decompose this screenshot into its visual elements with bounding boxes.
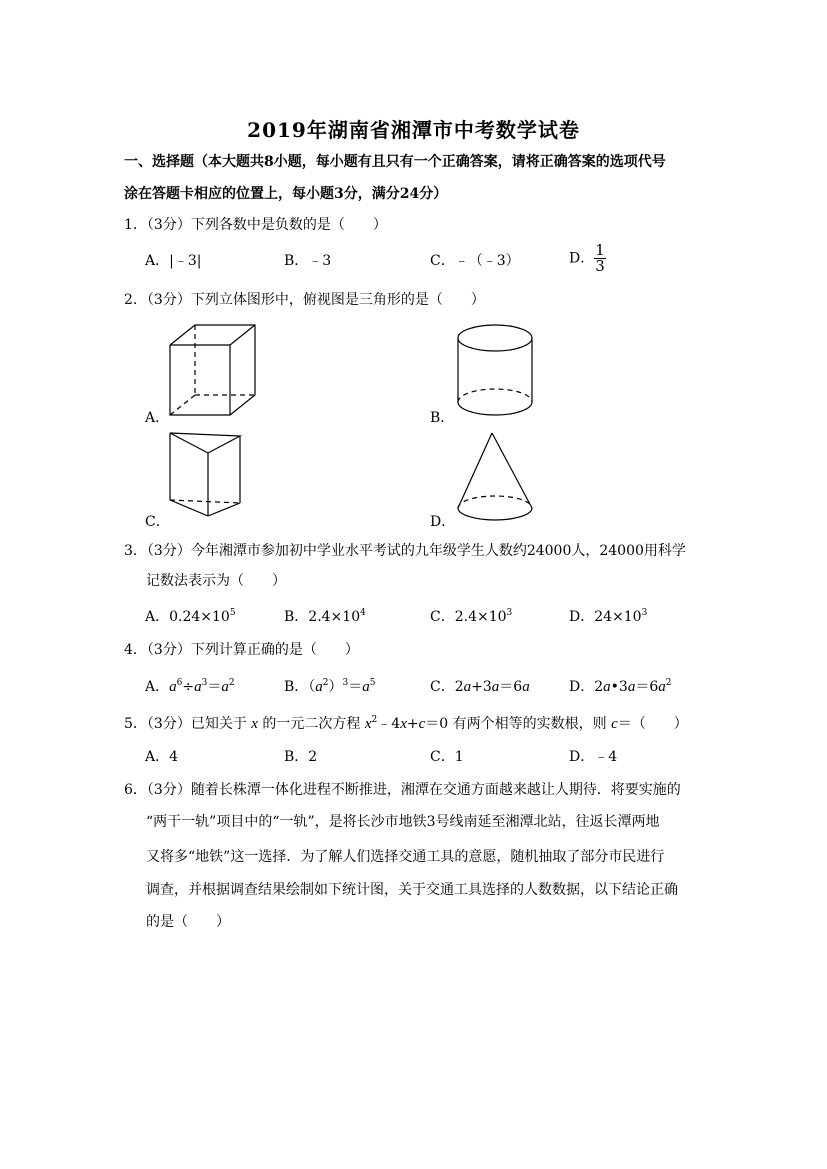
question-3-option-b bbox=[284, 607, 366, 627]
question-2-stem: 2．（3分）下列立体图形中，俯视图是三角形的是（ ） bbox=[124, 292, 485, 308]
question-2-option-a: A． bbox=[145, 410, 170, 426]
question-3-stem-line1: 3．（3分）今年湘潭市参加初中学业水平考试的九年级学生人数约24000人，24000用科学 bbox=[124, 543, 686, 559]
section-heading-line1: 一、选择题（本大题共8小题，每小题有且只有一个正确答案，请将正确答案的选项代号 bbox=[124, 154, 666, 170]
question-1-option-a: A．|﹣3| bbox=[145, 253, 202, 269]
question-5-stem: 5．（3分）已知关于 x 的一元二次方程 $x^2﹣4x+c=0$ 有两个相等的实数根，则 c＝（ ） bbox=[124, 715, 688, 732]
question-4-option-b: B．$(a^2)^3=a^5$ bbox=[284, 678, 376, 695]
cone-icon bbox=[450, 428, 545, 523]
option-a-exponent: 5 bbox=[229, 608, 236, 618]
option-c-label: C． bbox=[430, 679, 455, 695]
stem-part-3: 有两个相等的实数根，则 bbox=[452, 716, 607, 732]
question-4-stem: 4．（3分）下列计算正确的是（ ） bbox=[124, 642, 359, 658]
question-5-option-b: B．2 bbox=[284, 749, 318, 765]
question-5-option-d: D．﹣4 bbox=[569, 749, 618, 765]
triangular-prism-icon bbox=[160, 428, 255, 518]
question-1-option-d bbox=[569, 243, 606, 274]
stem-part-2: 的一元二次方程 bbox=[262, 716, 361, 732]
question-3-option-d bbox=[569, 607, 647, 627]
question-2-option-b: B． bbox=[430, 410, 455, 426]
question-6-line3: 又将多“地铁”这一选择．为了解人们选择交通工具的意愿，随机抽取了部分市民进行 bbox=[146, 849, 665, 865]
question-5-option-c: C．1 bbox=[430, 749, 464, 765]
cylinder-icon bbox=[450, 320, 545, 420]
question-4-option-c: C．2a+3a＝6a bbox=[430, 679, 530, 695]
option-c-exponent: 3 bbox=[506, 608, 513, 618]
question-1-option-c: C．﹣（﹣3） bbox=[430, 253, 520, 269]
question-4-option-d: D．$2a•3a=6a^2$ bbox=[569, 678, 672, 695]
stem-part-4: ＝（ ） bbox=[617, 716, 688, 732]
question-3-stem-line2: 记数法表示为（ ） bbox=[146, 573, 286, 589]
option-d-label: D． bbox=[569, 250, 595, 267]
question-2-option-d: D． bbox=[430, 514, 456, 530]
option-b-exponent: 4 bbox=[360, 608, 366, 618]
question-2-option-c: C． bbox=[145, 514, 170, 530]
option-b-text: B．2.4×10 bbox=[284, 609, 361, 625]
option-c-text: C．2.4×10 bbox=[430, 609, 507, 625]
fraction-denominator: 3 bbox=[595, 257, 605, 275]
cube-icon bbox=[160, 320, 270, 420]
question-5-option-a: A．4 bbox=[145, 749, 179, 765]
stem-part-1: 5．（3分）已知关于 bbox=[124, 716, 247, 732]
option-d-label: D． bbox=[569, 679, 595, 695]
question-6-line2: “两干一轨”项目中的“一轨”，是将长沙市地铁3号线南延至湘潭北站，往返长潭两地 bbox=[146, 814, 660, 830]
section-heading-line2: 涂在答题卡相应的位置上，每小题3分，满分24分） bbox=[124, 186, 448, 202]
question-3-option-a bbox=[145, 607, 236, 627]
question-6-line4: 调查，并根据调查结果绘制如下统计图，关于交通工具选择的人数数据，以下结论正确 bbox=[146, 882, 678, 898]
option-a-label: A． bbox=[145, 679, 170, 695]
page-title: 2019年湖南省湘潭市中考数学试卷 bbox=[247, 118, 580, 142]
question-1-stem: 1．（3分）下列各数中是负数的是（ ） bbox=[124, 217, 387, 233]
option-d-exponent: 3 bbox=[641, 608, 648, 618]
option-d-text: D．24×10 bbox=[569, 609, 642, 625]
fraction-numerator: 1 bbox=[595, 241, 605, 259]
question-4-option-a: A．$a^6\div a^3=a^2$ bbox=[145, 678, 235, 695]
option-b-label: B． bbox=[284, 679, 309, 695]
question-1-option-b: B．﹣3 bbox=[284, 253, 332, 269]
question-6-line1: 6．（3分）随着长株潭一体化进程不断推进，湘潭在交通方面越来越让人期待．将要实施的 bbox=[124, 782, 681, 798]
question-6-line5: 的是（ ） bbox=[146, 914, 230, 930]
fraction-one-third bbox=[594, 243, 606, 274]
question-3-option-c bbox=[430, 607, 512, 627]
option-a-text: A．0.24×10 bbox=[145, 609, 230, 625]
